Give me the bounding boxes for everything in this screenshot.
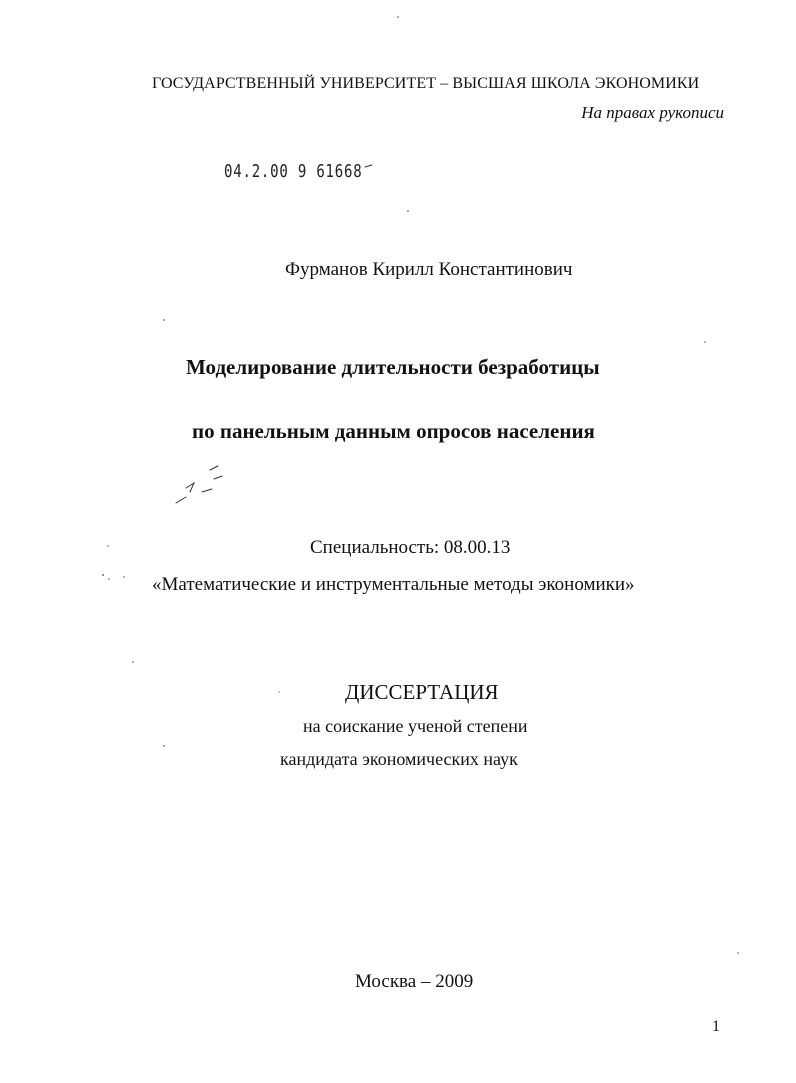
- specialty-name: «Математические и инструментальные методы экономики»: [152, 574, 635, 595]
- university-name: ГОСУДАРСТВЕННЫЙ УНИВЕРСИТЕТ – ВЫСШАЯ ШКОЛА ЭКОНОМИКИ: [152, 75, 700, 92]
- document-type: ДИССЕРТАЦИЯ: [345, 680, 499, 704]
- thesis-title-line-2: по панельным данным опросов населения: [192, 419, 595, 443]
- thesis-title-line-1: Моделирование длительности безработицы: [186, 355, 600, 379]
- page-number: 1: [712, 1018, 720, 1035]
- manuscript-rights-note: На правах рукописи: [581, 103, 724, 122]
- degree-line-2: кандидата экономических наук: [280, 749, 518, 769]
- pen-marks: [176, 165, 372, 503]
- city-year: Москва – 2009: [355, 971, 474, 992]
- degree-line-1: на соискание ученой степени: [303, 716, 528, 736]
- scan-specks: [102, 16, 739, 954]
- specialty-code: Специальность: 08.00.13: [310, 537, 511, 558]
- author-name: Фурманов Кирилл Константинович: [285, 259, 573, 280]
- registration-stamp: 04.2.00 9 61668: [224, 161, 363, 182]
